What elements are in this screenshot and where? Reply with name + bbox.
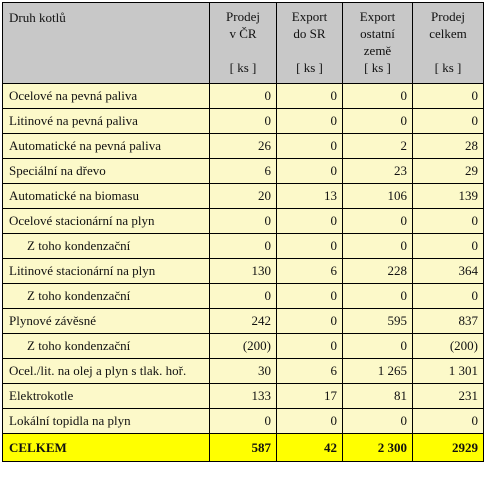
value-cell: 0 [277,159,343,184]
value-cell: 0 [343,234,413,259]
value-cell: 0 [277,84,343,109]
row-label: Litinové na pevná paliva [3,109,210,134]
value-cell: 0 [277,409,343,434]
value-cell: 0 [277,134,343,159]
header-label: Prodej celkem [429,9,467,41]
table-row [3,409,484,434]
value-cell: 2 [343,134,413,159]
value-cell: 364 [413,259,484,284]
value-cell: 0 [277,234,343,259]
table-row [3,209,484,234]
value-cell: 0 [343,84,413,109]
value-cell: 30 [210,359,277,384]
value-cell: 81 [343,384,413,409]
header-cell-export-sr [277,3,343,84]
row-label: Z toho kondenzační [3,284,210,309]
header-unit: [ ks ] [434,60,462,75]
value-cell: 0 [413,234,484,259]
value-cell: 0 [277,309,343,334]
row-label: Automatické na pevná paliva [3,134,210,159]
total-cell: 2929 [413,434,484,462]
total-label: CELKEM [3,434,210,462]
header-label: Druh kotlů [9,10,66,25]
value-cell: 106 [343,184,413,209]
value-cell: 0 [210,84,277,109]
value-cell: 23 [343,159,413,184]
value-cell: 595 [343,309,413,334]
value-cell: 139 [413,184,484,209]
value-cell: 0 [277,334,343,359]
row-label: Elektrokotle [3,384,210,409]
row-label: Lokální topidla na plyn [3,409,210,434]
table-row [3,159,484,184]
value-cell: 0 [413,84,484,109]
value-cell: 13 [277,184,343,209]
header-unit: [ ks ] [296,60,323,75]
header-unit: [ ks ] [364,60,391,75]
value-cell: (200) [413,334,484,359]
value-cell: 17 [277,384,343,409]
row-label: Z toho kondenzační [3,334,210,359]
row-label: Plynové závěsné [3,309,210,334]
row-label: Automatické na biomasu [3,184,210,209]
table-body [3,84,484,434]
value-cell: 231 [413,384,484,409]
total-row [3,434,484,462]
value-cell: 6 [277,259,343,284]
value-cell: 1 301 [413,359,484,384]
table-row [3,284,484,309]
header-row [3,3,484,84]
value-cell: 130 [210,259,277,284]
row-label: Ocelové na pevná paliva [3,84,210,109]
header-cell-type [3,3,210,84]
total-cell: 2 300 [343,434,413,462]
table-row [3,109,484,134]
value-cell: 0 [413,209,484,234]
value-cell: 0 [413,409,484,434]
table-row [3,334,484,359]
value-cell: 837 [413,309,484,334]
value-cell: 0 [277,109,343,134]
value-cell: 20 [210,184,277,209]
value-cell: 0 [277,284,343,309]
row-label: Litinové stacionární na plyn [3,259,210,284]
header-label: Export do SR [291,9,328,41]
total-cell: 587 [210,434,277,462]
table-row [3,359,484,384]
header-label: Export ostatní země [359,9,396,58]
value-cell: (200) [210,334,277,359]
value-cell: 0 [210,209,277,234]
row-label: Z toho kondenzační [3,234,210,259]
value-cell: 28 [413,134,484,159]
boiler-sales-table [2,2,484,462]
value-cell: 0 [210,109,277,134]
table-row [3,384,484,409]
header-label: Prodej v ČR [226,9,260,41]
header-cell-sales-cz [210,3,277,84]
row-label: Ocelové stacionární na plyn [3,209,210,234]
table-row [3,234,484,259]
boiler-sales-table-container [2,2,483,501]
value-cell: 0 [210,284,277,309]
value-cell: 0 [343,209,413,234]
value-cell: 0 [343,109,413,134]
value-cell: 1 265 [343,359,413,384]
value-cell: 228 [343,259,413,284]
value-cell: 29 [413,159,484,184]
value-cell: 6 [277,359,343,384]
value-cell: 26 [210,134,277,159]
table-row [3,84,484,109]
value-cell: 0 [343,409,413,434]
table-row [3,309,484,334]
row-label: Speciální na dřevo [3,159,210,184]
total-cell: 42 [277,434,343,462]
value-cell: 0 [277,209,343,234]
value-cell: 0 [413,109,484,134]
row-label: Ocel./lit. na olej a plyn s tlak. hoř. [3,359,210,384]
header-cell-sales-total [413,3,484,84]
value-cell: 133 [210,384,277,409]
value-cell: 0 [210,234,277,259]
header-unit: [ ks ] [229,60,257,75]
header-cell-export-other [343,3,413,84]
value-cell: 6 [210,159,277,184]
table-row [3,259,484,284]
table-row [3,134,484,159]
table-row [3,184,484,209]
value-cell: 0 [343,284,413,309]
value-cell: 0 [343,334,413,359]
value-cell: 242 [210,309,277,334]
value-cell: 0 [210,409,277,434]
value-cell: 0 [413,284,484,309]
